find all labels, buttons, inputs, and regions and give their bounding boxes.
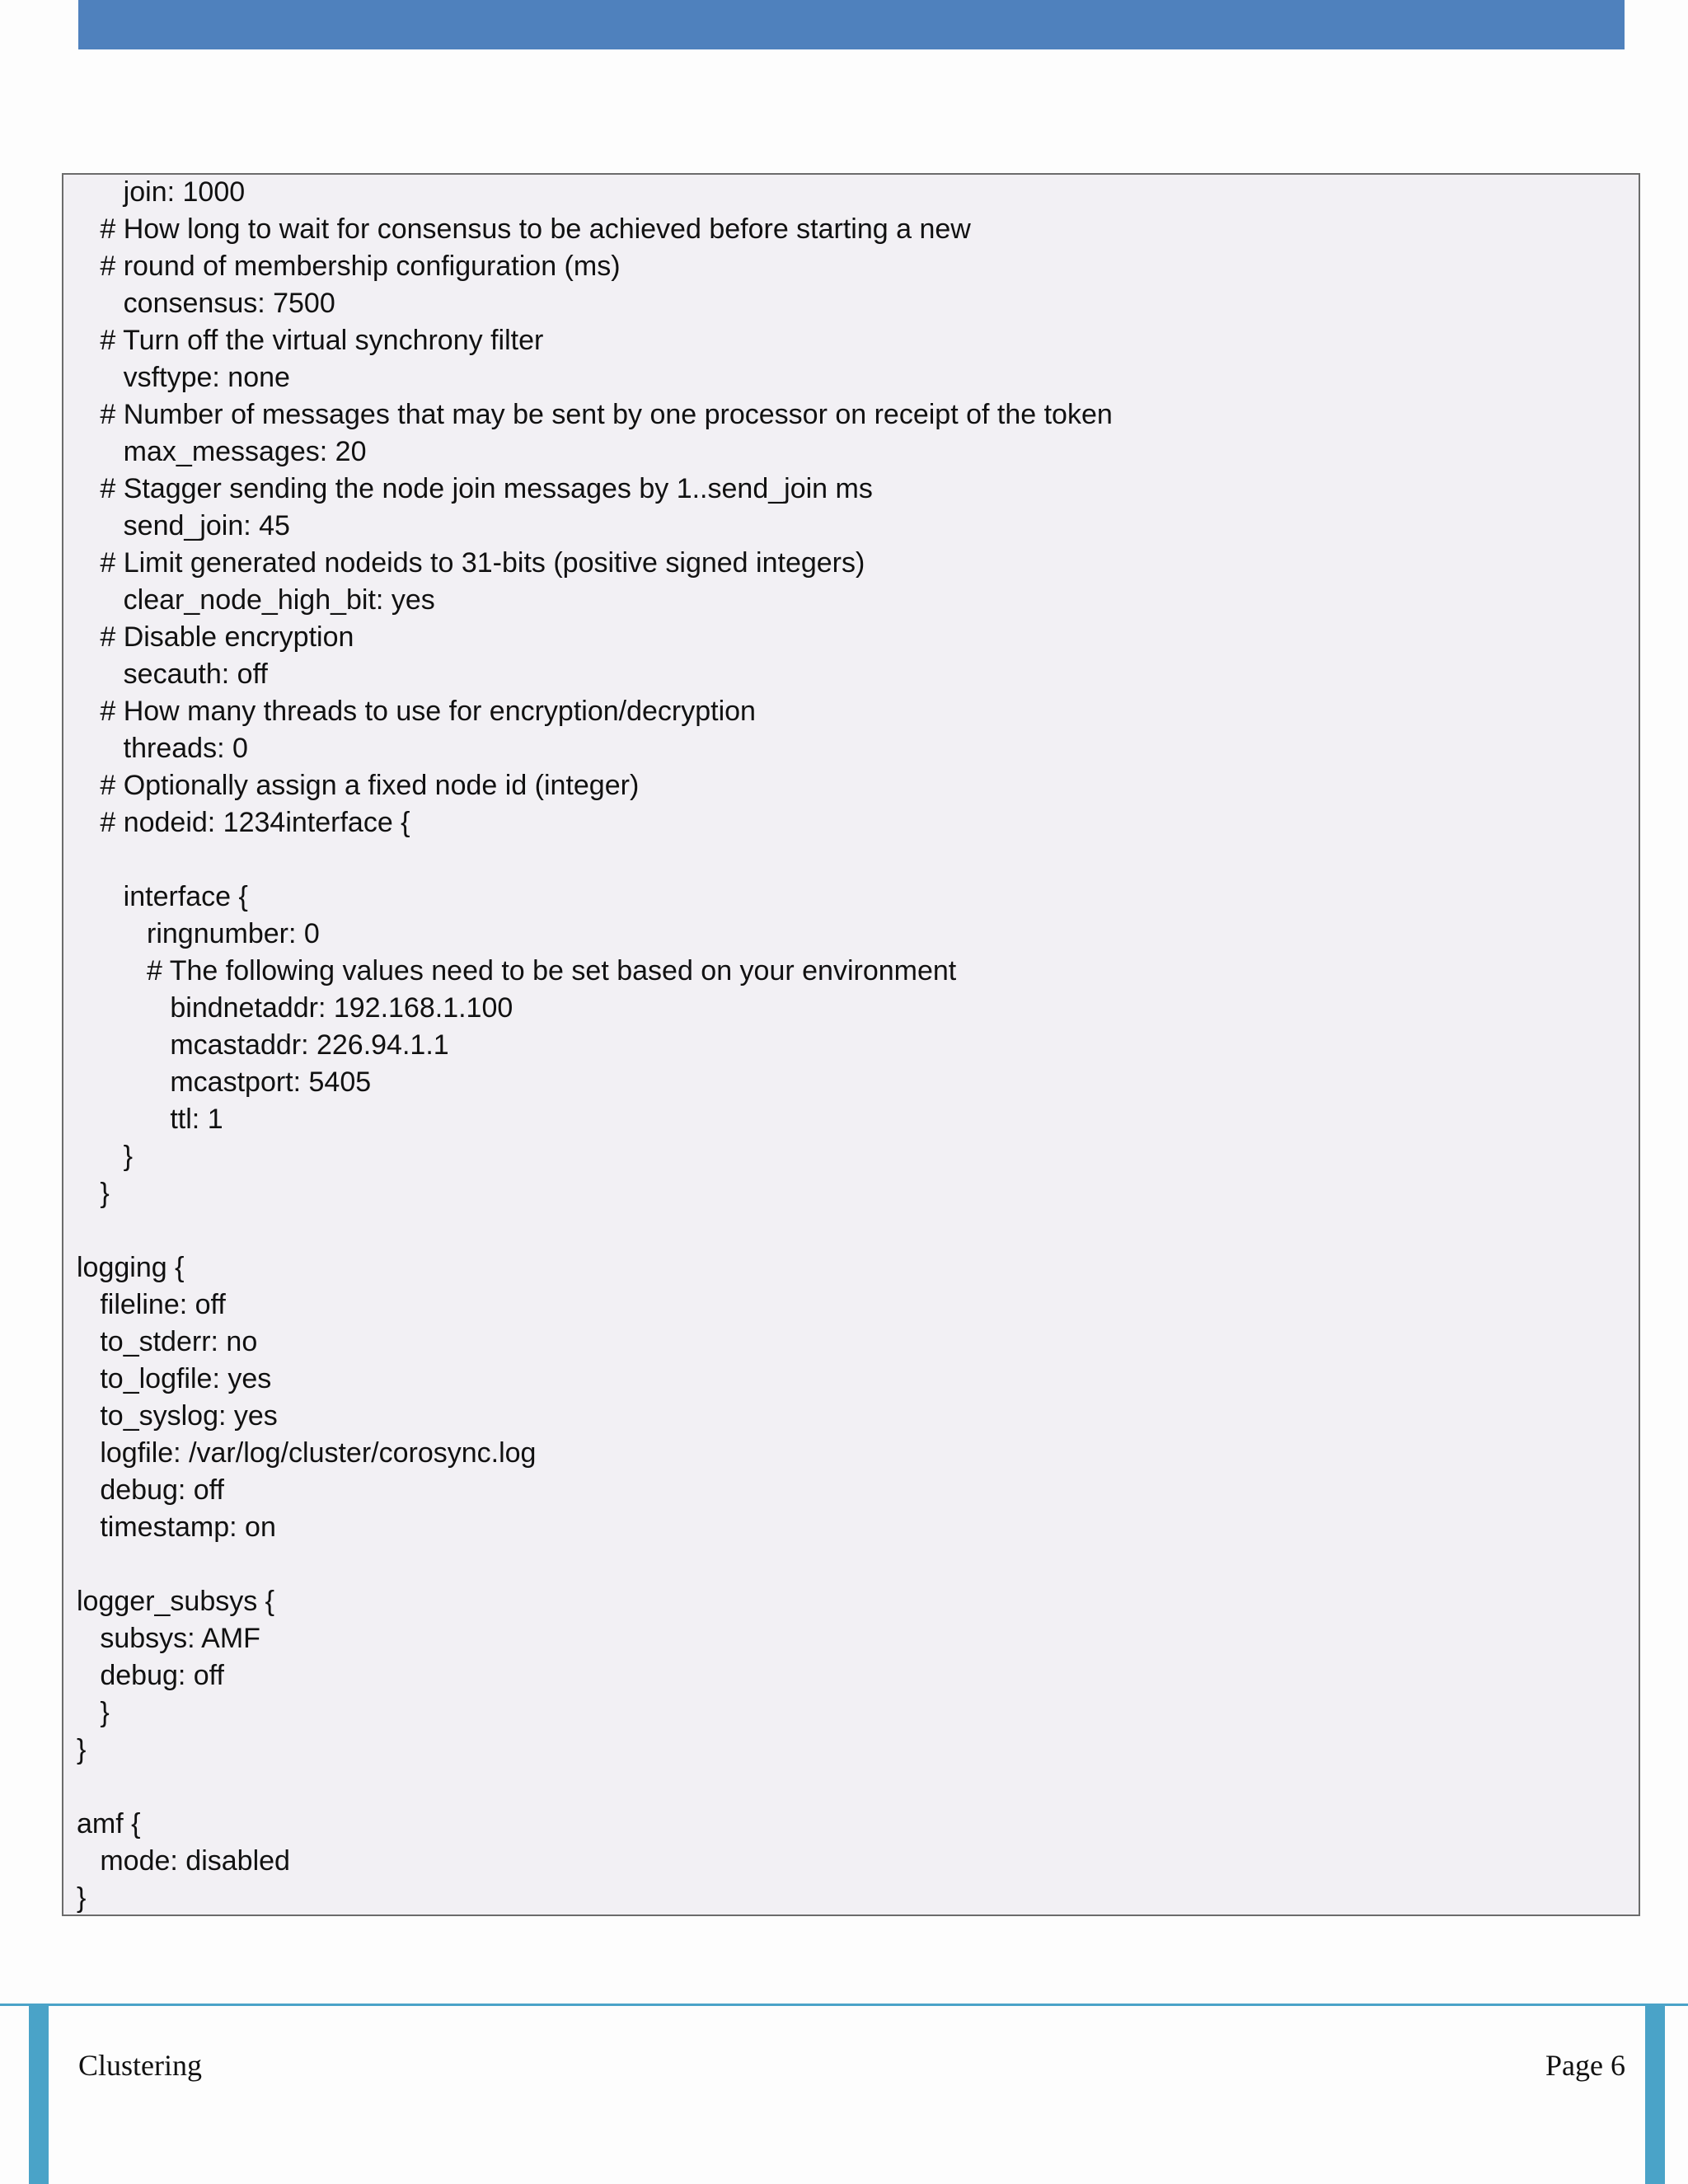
code-block <box>62 173 1640 1916</box>
code-line: # How long to wait for consensus to be achieved before starting a new <box>77 213 971 245</box>
code-line: max_messages: 20 <box>77 436 367 467</box>
code-line: debug: off <box>77 1474 224 1506</box>
code-line: bindnetaddr: 192.168.1.100 <box>77 992 513 1024</box>
code-line: # How many threads to use for encryption/decryption <box>77 696 756 727</box>
code-line: mcastport: 5405 <box>77 1066 372 1098</box>
code-line: # The following values need to be set based on your environment <box>77 955 957 987</box>
code-line: join: 1000 <box>77 176 246 208</box>
footer-page-number: Page 6 <box>1545 2049 1625 2082</box>
code-line: logging { <box>77 1252 185 1283</box>
code-line: timestamp: on <box>77 1511 276 1543</box>
code-line: # Stagger sending the node join messages by 1..send_join ms <box>77 473 873 504</box>
code-line: } <box>77 1734 87 1765</box>
code-line: fileline: off <box>77 1289 226 1320</box>
code-line: send_join: 45 <box>77 510 290 541</box>
code-line: } <box>77 1697 110 1728</box>
code-line: # Disable encryption <box>77 621 354 653</box>
code-line <box>77 1769 1625 1806</box>
code-line: } <box>77 1141 134 1172</box>
code-line: to_logfile: yes <box>77 1363 272 1394</box>
code-line: debug: off <box>77 1660 224 1691</box>
code-line: secauth: off <box>77 658 268 690</box>
code-line <box>77 841 1625 879</box>
code-line: logger_subsys { <box>77 1586 275 1617</box>
code-line: # Turn off the virtual synchrony filter <box>77 325 544 356</box>
code-line: amf { <box>77 1808 141 1840</box>
code-line: logfile: /var/log/cluster/corosync.log <box>77 1437 537 1469</box>
code-line: clear_node_high_bit: yes <box>77 584 435 616</box>
code-line: mode: disabled <box>77 1845 290 1877</box>
code-line: } <box>77 1882 87 1914</box>
code-line: # Limit generated nodeids to 31-bits (positive signed integers) <box>77 547 865 579</box>
footer-right-accent <box>1645 2006 1665 2184</box>
code-line: subsys: AMF <box>77 1623 260 1654</box>
code-line: mcastaddr: 226.94.1.1 <box>77 1029 449 1061</box>
code-line: ttl: 1 <box>77 1104 223 1135</box>
footer-left-accent <box>29 2006 49 2184</box>
code-line: ringnumber: 0 <box>77 918 320 949</box>
footer-document-title: Clustering <box>78 2049 202 2082</box>
code-line: # nodeid: 1234interface { <box>77 807 410 838</box>
code-line: to_syslog: yes <box>77 1400 278 1432</box>
code-line: to_stderr: no <box>77 1326 258 1357</box>
code-line: threads: 0 <box>77 733 248 764</box>
footer-divider <box>0 2004 1688 2006</box>
code-line: consensus: 7500 <box>77 288 335 319</box>
code-line: # Optionally assign a fixed node id (integer) <box>77 770 640 801</box>
code-line: } <box>77 1178 110 1209</box>
code-line: vsftype: none <box>77 362 290 393</box>
code-line: # round of membership configuration (ms) <box>77 251 621 282</box>
code-line <box>77 1546 1625 1583</box>
code-line: interface { <box>77 881 248 912</box>
header-bar <box>78 0 1625 49</box>
code-line <box>77 1212 1625 1249</box>
code-line: # Number of messages that may be sent by one processor on receipt of the token <box>77 399 1113 430</box>
